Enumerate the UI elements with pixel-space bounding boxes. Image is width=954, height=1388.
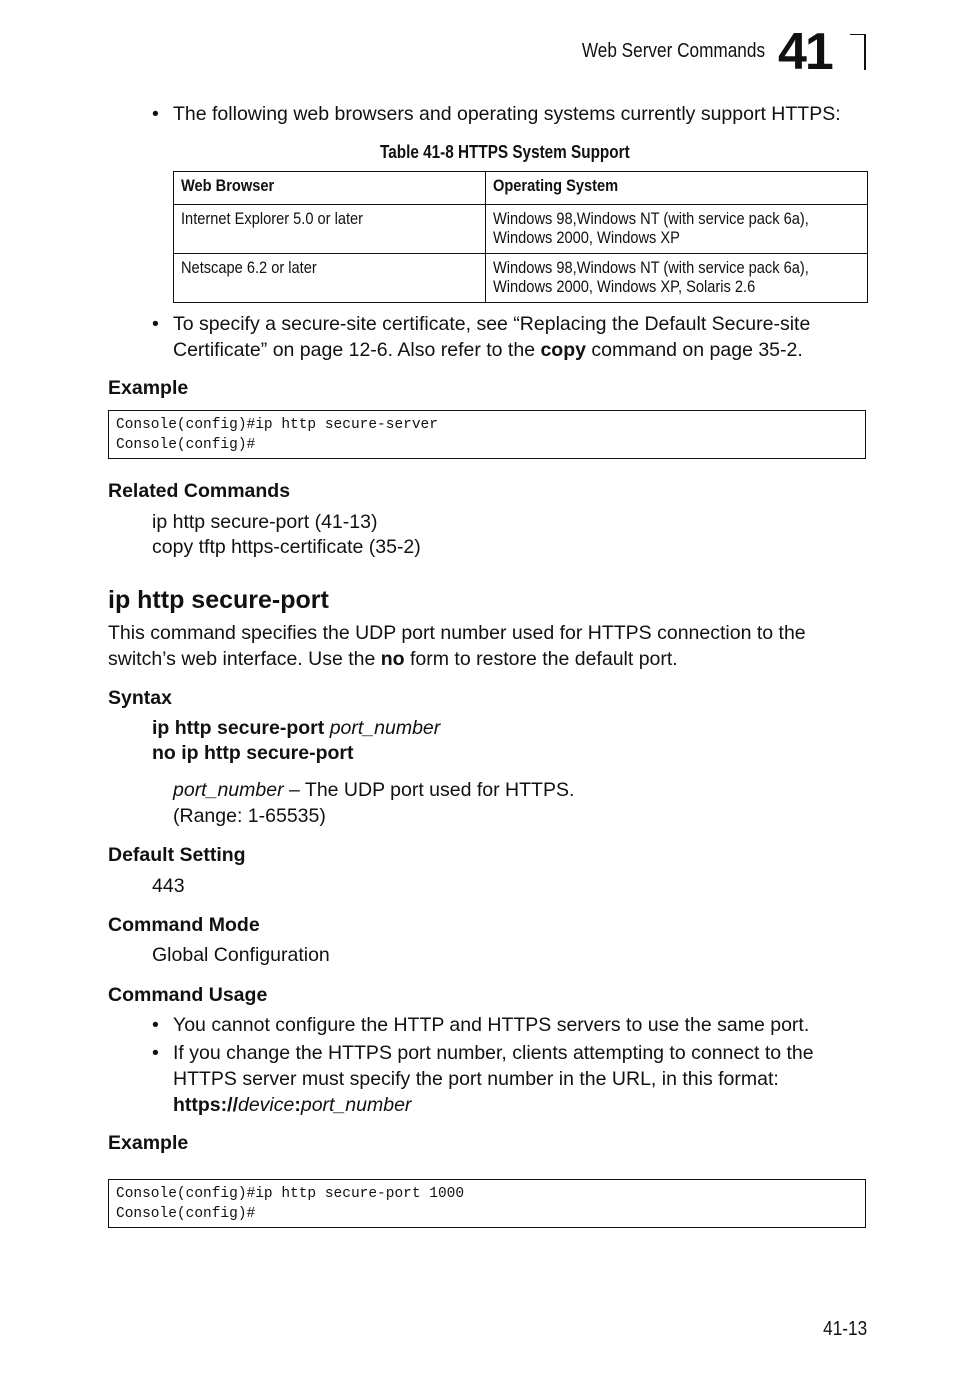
table-row — [174, 205, 868, 254]
bullet-dot: • — [152, 313, 159, 335]
syntax-heading: Syntax — [108, 687, 172, 709]
related-command-link[interactable]: ip http secure-port (41-13) — [152, 511, 378, 533]
table-cell: Windows 98,Windows NT (with service pack 6a), Windows 2000, Windows XP, Solaris 2.6 — [485, 254, 867, 303]
bullet-dot: • — [152, 1042, 159, 1064]
code-line: Console(config)# — [116, 1205, 256, 1222]
command-mode-heading: Command Mode — [108, 914, 260, 936]
syntax-parameter: port_number – The UDP port used for HTTPS. (Range: 1-65535) — [173, 779, 575, 827]
table-row — [174, 254, 868, 303]
command-mode-value: Global Configuration — [152, 944, 330, 966]
intro-bullet — [152, 101, 841, 127]
code-line: Console(config)#ip http secure-port 1000 — [116, 1186, 465, 1202]
syntax-command: ip http secure-port port_number — [152, 717, 441, 739]
running-header-title: Web Server Commands — [581, 40, 765, 62]
example-heading: Example — [108, 377, 189, 399]
table-cell: Netscape 6.2 or later — [174, 254, 486, 303]
certificate-bullet — [152, 311, 811, 363]
certificate-bullet-line: Certificate” on page 12-6. Also refer to the copy command on page 35-2. — [173, 339, 803, 361]
table-header-cell: Web Browser — [174, 172, 486, 205]
syntax-no-command: no ip http secure-port — [152, 742, 354, 764]
table-caption: Table 41-8 HTTPS System Support — [380, 142, 630, 162]
https-support-table — [173, 171, 868, 303]
example-heading: Example — [108, 1132, 189, 1154]
table-header-cell: Operating System — [485, 172, 867, 205]
usage-bullet: • If you change the HTTPS port number, clients attempting to connect to the HTTPS server must specify the port number in the URL, in this format: https://device:port_number — [152, 1042, 814, 1116]
intro-bullet-text: The following web browsers and operating systems currently support HTTPS: — [173, 103, 841, 125]
chapter-number: 41 — [778, 23, 832, 81]
related-command-link[interactable]: copy tftp https-certificate (35-2) — [152, 536, 421, 558]
command-usage-heading: Command Usage — [108, 984, 268, 1006]
table-header-row — [174, 172, 868, 205]
code-line: Console(config)#ip http secure-server — [116, 417, 438, 433]
chapter-rule-vertical — [864, 34, 866, 70]
page-number: 41-13 — [823, 1318, 867, 1340]
section-title: ip http secure-port — [108, 586, 329, 614]
default-setting-heading: Default Setting — [108, 844, 246, 866]
default-setting-value: 443 — [152, 875, 185, 897]
code-line: Console(config)# — [116, 436, 256, 453]
certificate-bullet-line: To specify a secure-site certificate, see “Replacing the Default Secure-site — [173, 313, 811, 335]
section-description: This command specifies the UDP port number used for HTTPS connection to the switch’s web interface. Use the no form to restore the default port. — [108, 622, 806, 670]
table-cell: Internet Explorer 5.0 or later — [174, 205, 486, 254]
code-block — [108, 1179, 866, 1228]
url-format: https://device:port_number — [173, 1094, 412, 1116]
bullet-dot: • — [152, 1014, 159, 1036]
related-commands-heading: Related Commands — [108, 480, 291, 502]
code-block — [108, 410, 866, 459]
table-cell: Windows 98,Windows NT (with service pack 6a), Windows 2000, Windows XP — [485, 205, 867, 254]
usage-bullet: • You cannot configure the HTTP and HTTPS servers to use the same port. — [152, 1014, 810, 1036]
bullet-dot: • — [152, 103, 159, 125]
